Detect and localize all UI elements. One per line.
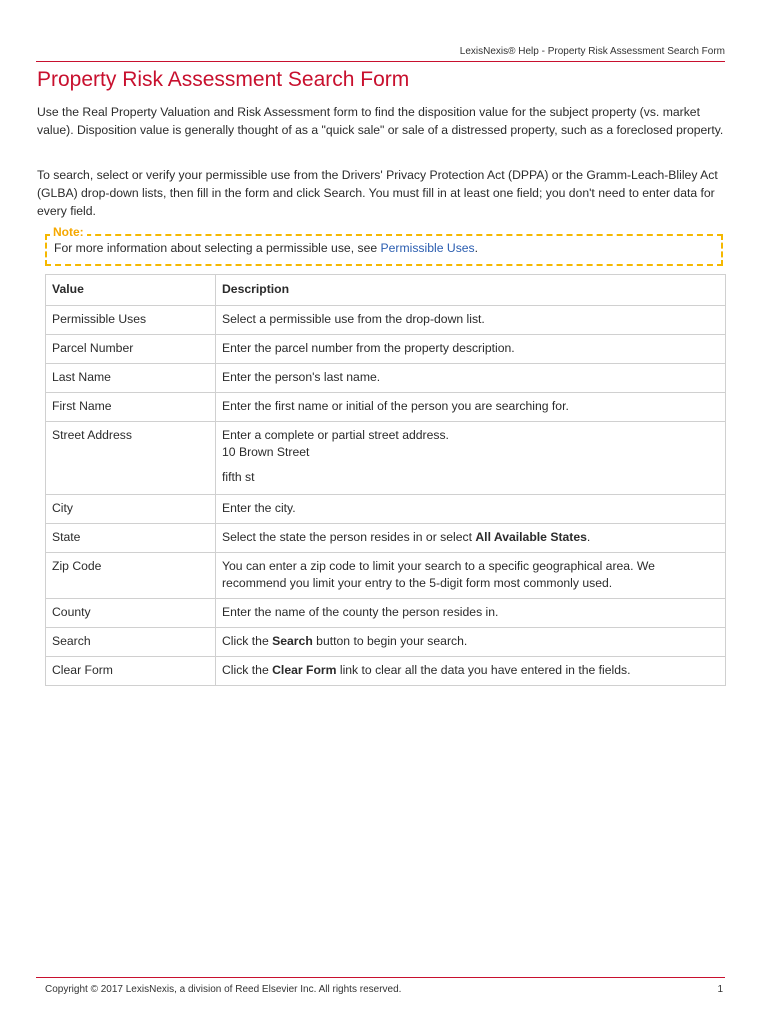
row-description: Enter the person's last name. [216,364,726,393]
row-value: State [46,524,216,553]
header-description: Description [216,275,726,306]
row-description [216,628,726,657]
desc-after: . [586,530,591,544]
footer-divider [36,977,725,978]
page-number: 1 [717,984,723,995]
header-value: Value [46,275,216,306]
intro-paragraph-2: To search, select or verify your permissible use from the Drivers' Privacy Protection Act (DPPA) or the Gramm-Leach-Bliley Act (GLBA) drop-down lists, then fill in the form and click Search. You must fill in at least one field; you don't need to enter data for every field. [37,168,718,218]
row-description: Select a permissible use from the drop-down list. [216,306,726,335]
desc-before: Click the [222,663,273,677]
table-row [46,657,726,686]
row-description: Enter the first name or initial of the person you are searching for. [216,393,726,422]
row-value: City [46,495,216,524]
row-value: Last Name [46,364,216,393]
running-header: LexisNexis® Help - Property Risk Assessment Search Form [459,46,725,57]
row-description: You can enter a zip code to limit your search to a specific geographical area. We recommend you limit your entry to the 5-digit form most commonly used. [216,553,726,599]
intro-paragraph-1: Use the Real Property Valuation and Risk Assessment form to find the disposition value for the subject property (vs. market value). Disposition value is generally thought of as a "quick sale" or sale of a distressed property, such as a foreclosed property. [37,105,724,137]
desc-bold: All Available States [475,530,587,544]
row-description [216,422,726,495]
desc-bold: Clear Form [272,663,337,677]
table-row [46,393,726,422]
table-row [46,524,726,553]
values-table [45,274,726,686]
note-label: Note: [50,225,87,239]
example-text-2: fifth st [222,470,255,484]
row-value: Clear Form [46,657,216,686]
table-row [46,628,726,657]
table-row [46,553,726,599]
desc-before: Click the [222,634,273,648]
note-text [54,241,478,255]
desc-after: button to begin your search. [312,634,468,648]
table-row [46,364,726,393]
row-value: Search [46,628,216,657]
table-row [46,306,726,335]
note-text-after: . [474,241,479,255]
header-divider [36,61,725,62]
row-description: Enter the name of the county the person resides in. [216,599,726,628]
desc-before: Select the state the person resides in or select [222,530,476,544]
row-description: Enter the parcel number from the property description. [216,335,726,364]
table-header-row [46,275,726,306]
table-row [46,335,726,364]
desc-after: link to clear all the data you have entered in the fields. [336,663,631,677]
desc-bold: Search [272,634,313,648]
note-text-before: For more information about selecting a permissible use, see [54,241,381,255]
row-description-text: Enter a complete or partial street address. [222,428,449,442]
table-row [46,495,726,524]
row-description: Enter the city. [216,495,726,524]
row-description [216,524,726,553]
row-value: Street Address [46,422,216,495]
page-title: Property Risk Assessment Search Form [37,68,410,91]
row-value: County [46,599,216,628]
row-value: First Name [46,393,216,422]
table-row [46,599,726,628]
row-value: Parcel Number [46,335,216,364]
table-row [46,422,726,495]
example-text-1: 10 Brown Street [222,445,310,459]
row-value: Permissible Uses [46,306,216,335]
permissible-uses-link[interactable]: Permissible Uses [380,241,475,255]
row-description [216,657,726,686]
row-value: Zip Code [46,553,216,599]
copyright-text: Copyright © 2017 LexisNexis, a division of Reed Elsevier Inc. All rights reserved. [45,984,402,995]
